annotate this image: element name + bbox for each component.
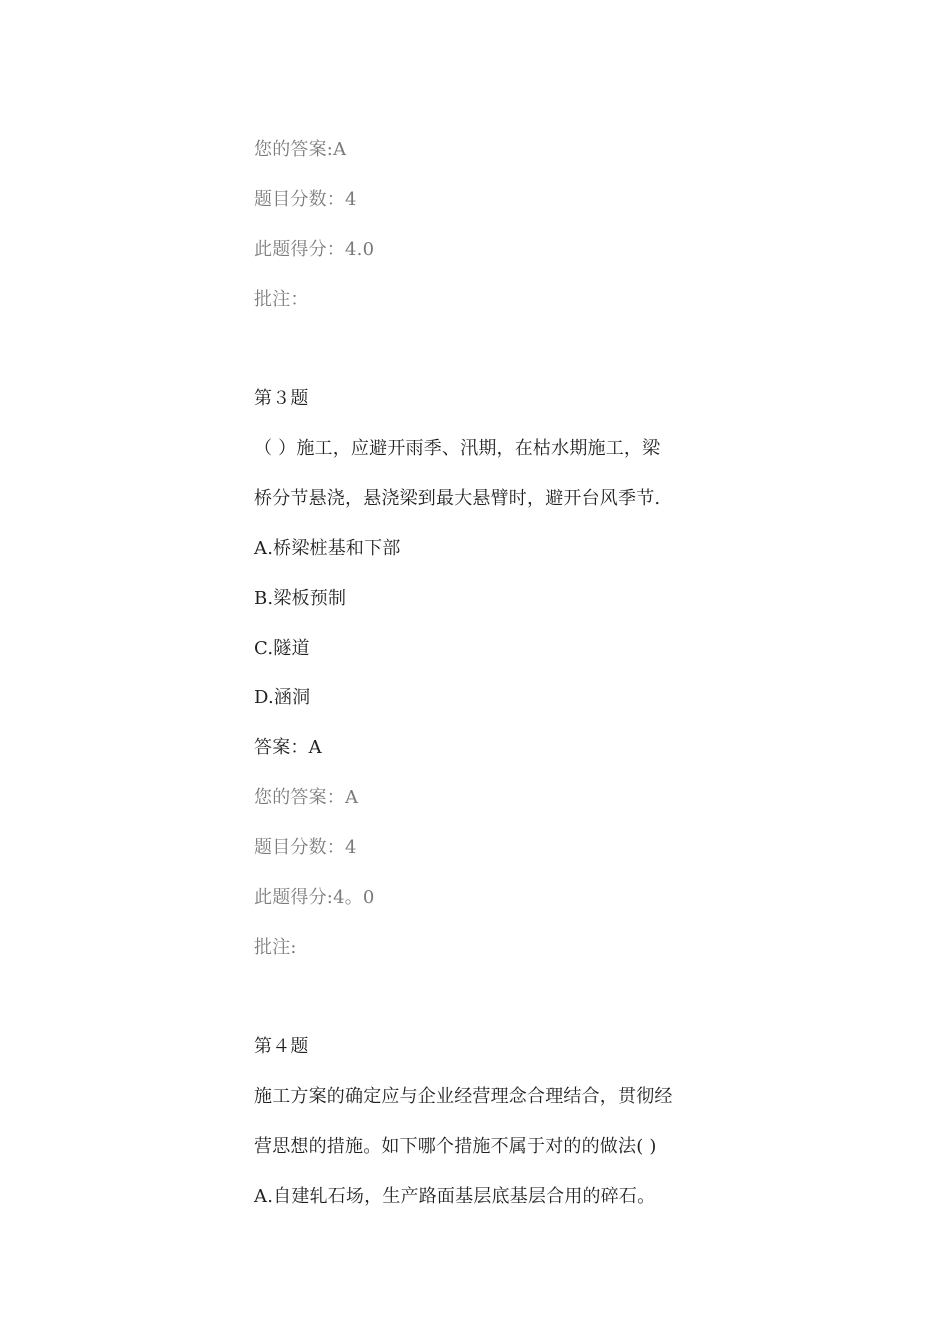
q4-heading: 第４题 — [254, 1036, 309, 1057]
q2-comment-label: 批注： — [254, 289, 309, 310]
q3-comment-label: 批注: — [254, 937, 297, 958]
q3-score-total: 题目分数：4 — [254, 837, 357, 858]
q3-score-got: 此题得分:4。0 — [254, 887, 375, 908]
q3-option-a: A.桥梁桩基和下部 — [254, 538, 401, 559]
q2-score-total: 题目分数：4 — [254, 189, 357, 210]
q3-stem-line-1: （ ）施工，应避开雨季、汛期，在枯水期施工，梁 — [254, 438, 661, 459]
q2-score-got: 此题得分：4.0 — [254, 239, 375, 260]
q3-your-answer: 您的答案：A — [254, 787, 359, 808]
q4-stem-line-1: 施工方案的确定应与企业经营理念合理结合，贯彻经 — [254, 1086, 673, 1107]
q3-option-c: C.隧道 — [254, 638, 310, 659]
q3-heading: 第３题 — [254, 388, 309, 409]
q3-option-d: D.涵洞 — [254, 687, 311, 708]
q3-stem-line-2: 桥分节悬浇，悬浇梁到最大悬臂时，避开台风季节. — [254, 488, 661, 509]
q2-your-answer: 您的答案:A — [254, 139, 347, 160]
q4-option-a: A.自建轧石场，生产路面基层底基层合用的碎石。 — [254, 1186, 656, 1207]
q3-correct-answer: 答案：A — [254, 737, 322, 758]
q4-stem-line-2: 营思想的措施。如下哪个措施不属于对的的做法( ) — [254, 1136, 657, 1157]
q3-option-b: B.梁板预制 — [254, 588, 347, 609]
